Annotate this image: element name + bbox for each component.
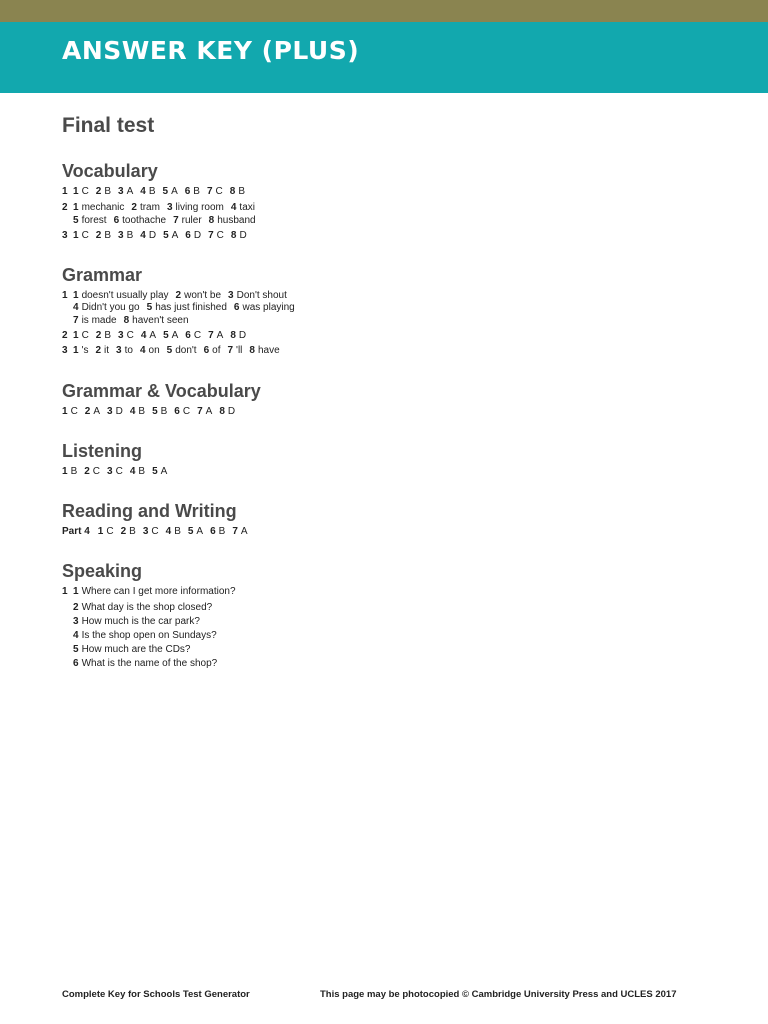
item-answer: husband xyxy=(217,215,256,226)
item-answer: C xyxy=(92,466,101,477)
item-number: 4 xyxy=(230,202,237,213)
item-number: 3 xyxy=(118,330,124,341)
item-answer: B xyxy=(104,330,112,341)
answer-item xyxy=(197,406,212,417)
item-number: 1 xyxy=(62,406,68,417)
item-answer: mechanic xyxy=(81,202,125,213)
item-answer: A xyxy=(93,406,101,417)
item-number: 5 xyxy=(187,526,194,537)
item-number: 5 xyxy=(162,186,169,197)
answer-item xyxy=(96,230,111,241)
answer-item xyxy=(141,330,156,341)
item-number: 7 xyxy=(208,230,214,241)
part-label: Part 4 xyxy=(62,526,90,537)
item-number: 6 xyxy=(113,215,120,226)
question-number: 2 xyxy=(62,330,68,341)
answer-item xyxy=(163,186,178,197)
item-number: 3 xyxy=(107,406,113,417)
answer-item xyxy=(85,406,100,417)
section-vocabulary xyxy=(62,161,722,241)
item-answer: A xyxy=(205,406,213,417)
item-number: 5 xyxy=(163,330,169,341)
item-number: 8 xyxy=(249,345,255,356)
answer-item xyxy=(204,345,221,356)
answer-item xyxy=(130,466,145,477)
answer-item xyxy=(73,230,89,241)
section-grammar-vocabulary xyxy=(62,381,722,417)
answer-line xyxy=(62,466,174,478)
item-number: 7 xyxy=(232,526,238,537)
item-number: 2 xyxy=(73,602,79,613)
item-answer: C xyxy=(126,330,134,341)
answer-item xyxy=(73,586,236,597)
item-answer: taxi xyxy=(239,202,255,213)
answer-item xyxy=(73,330,89,341)
item-answer: D xyxy=(148,230,157,241)
item-number: 1 xyxy=(73,345,79,356)
answer-item xyxy=(73,186,89,197)
item-number: 4 xyxy=(139,345,146,356)
answer-item xyxy=(116,345,133,356)
answer-item xyxy=(73,202,124,213)
item-answer: is made xyxy=(81,315,117,326)
question-number: 1 xyxy=(62,290,68,301)
item-number: 2 xyxy=(95,330,102,341)
item-answer: living room xyxy=(175,202,224,213)
item-number: 1 xyxy=(73,230,79,241)
item-answer: C xyxy=(182,406,191,417)
answer-item xyxy=(73,315,117,326)
item-number: 7 xyxy=(173,215,179,226)
item-number: 1 xyxy=(73,330,79,341)
question-number: 1 xyxy=(62,586,68,597)
answer-item xyxy=(130,406,145,417)
item-answer: Where can I get more information? xyxy=(81,586,236,597)
item-answer: B xyxy=(104,230,112,241)
item-number: 6 xyxy=(184,186,191,197)
answer-item xyxy=(185,330,201,341)
item-answer: B xyxy=(70,466,78,477)
item-number: 2 xyxy=(84,466,90,477)
item-number: 5 xyxy=(73,215,79,226)
answer-line xyxy=(62,302,302,314)
answer-item xyxy=(232,526,247,537)
item-answer: B xyxy=(238,186,245,197)
answer-item xyxy=(219,406,235,417)
answer-line xyxy=(62,406,242,418)
item-answer: A xyxy=(171,330,179,341)
item-answer: A xyxy=(149,330,157,341)
section-listening xyxy=(62,441,722,477)
item-answer: have xyxy=(257,345,280,356)
top-color-strip xyxy=(0,0,768,22)
item-answer: forest xyxy=(81,215,107,226)
answer-item xyxy=(107,466,123,477)
answer-item xyxy=(62,466,77,477)
item-answer: D xyxy=(239,230,247,241)
item-answer: tram xyxy=(139,202,160,213)
item-answer: toothache xyxy=(122,215,167,226)
answer-item xyxy=(176,290,222,301)
item-answer: B xyxy=(174,526,181,537)
item-number: 3 xyxy=(73,616,79,627)
answer-line xyxy=(62,186,252,198)
item-number: 2 xyxy=(95,186,102,197)
answer-item xyxy=(143,526,159,537)
item-number: 4 xyxy=(140,186,146,197)
answer-item xyxy=(121,526,136,537)
section-heading: Listening xyxy=(62,441,142,461)
item-answer: C xyxy=(193,330,202,341)
item-number: 6 xyxy=(210,526,216,537)
answer-item xyxy=(188,526,203,537)
answer-item xyxy=(124,315,189,326)
section-heading: Speaking xyxy=(62,561,143,581)
item-number: 5 xyxy=(163,230,169,241)
item-answer: How much are the CDs? xyxy=(81,644,191,655)
footer-right-text: This page may be photocopied © Cambridge University Press and UCLES 2017 xyxy=(320,989,677,1000)
answer-item xyxy=(167,345,197,356)
item-number: 8 xyxy=(219,406,225,417)
item-answer: B xyxy=(138,466,146,477)
answer-item xyxy=(234,302,295,313)
item-number: 1 xyxy=(73,290,79,301)
answer-item xyxy=(231,202,255,213)
answer-item xyxy=(73,215,107,226)
item-number: 5 xyxy=(73,644,79,655)
item-answer: D xyxy=(238,330,247,341)
item-answer: B xyxy=(148,186,156,197)
answer-item xyxy=(152,406,167,417)
answer-item xyxy=(84,466,100,477)
item-number: 4 xyxy=(140,330,147,341)
answer-item xyxy=(163,230,178,241)
answer-line xyxy=(62,658,224,670)
item-number: 1 xyxy=(73,186,79,197)
item-number: 8 xyxy=(230,330,236,341)
item-answer: has just finished xyxy=(155,302,227,313)
item-answer: A xyxy=(160,466,168,477)
item-answer: doesn't usually play xyxy=(81,290,169,301)
item-number: 3 xyxy=(118,186,124,197)
item-number: 6 xyxy=(185,330,191,341)
answer-line xyxy=(62,215,263,227)
item-answer: B xyxy=(126,230,134,241)
section-heading: Reading and Writing xyxy=(62,501,237,521)
item-answer: What is the name of the shop? xyxy=(81,658,218,669)
answer-item xyxy=(208,230,224,241)
item-number: 7 xyxy=(227,345,234,356)
answer-item xyxy=(185,230,201,241)
item-number: 3 xyxy=(118,230,124,241)
item-answer: C xyxy=(81,230,89,241)
answer-item xyxy=(118,186,133,197)
item-answer: C xyxy=(70,406,78,417)
item-number: 1 xyxy=(73,586,79,597)
answer-line xyxy=(62,644,198,656)
answer-item xyxy=(73,630,217,641)
item-answer: C xyxy=(215,186,223,197)
section-heading: Vocabulary xyxy=(62,161,158,181)
item-answer: C xyxy=(115,466,123,477)
answer-item xyxy=(167,202,224,213)
item-answer: to xyxy=(124,345,133,356)
item-answer: it xyxy=(104,345,110,356)
item-answer: ruler xyxy=(181,215,202,226)
item-number: 2 xyxy=(131,202,137,213)
item-number: 5 xyxy=(146,302,153,313)
item-number: 4 xyxy=(129,466,136,477)
item-number: 2 xyxy=(120,526,127,537)
answer-line xyxy=(62,290,294,302)
item-number: 2 xyxy=(95,345,102,356)
item-answer: don't xyxy=(175,345,197,356)
item-answer: How much is the car park? xyxy=(81,616,200,627)
footer-left-text: Complete Key for Schools Test Generator xyxy=(62,989,250,1000)
item-number: 8 xyxy=(123,315,130,326)
section-grammar xyxy=(62,265,722,356)
item-number: 8 xyxy=(230,230,237,241)
item-number: 5 xyxy=(166,345,173,356)
answer-item xyxy=(147,302,227,313)
answer-item xyxy=(210,526,225,537)
item-number: 8 xyxy=(208,215,215,226)
answer-line xyxy=(62,202,262,214)
question-number: 3 xyxy=(62,345,68,356)
item-answer: C xyxy=(106,526,114,537)
item-number: 5 xyxy=(152,406,158,417)
item-number: 4 xyxy=(73,302,79,313)
item-answer: D xyxy=(193,230,202,241)
section-reading-writing xyxy=(62,501,722,537)
answer-item xyxy=(96,330,111,341)
item-answer: on xyxy=(148,345,160,356)
question-number: 2 xyxy=(62,202,68,213)
item-number: 1 xyxy=(97,526,104,537)
item-answer: B xyxy=(160,406,168,417)
item-answer: What day is the shop closed? xyxy=(81,602,213,613)
answer-item xyxy=(230,330,246,341)
item-answer: C xyxy=(81,186,89,197)
item-number: 1 xyxy=(62,466,68,477)
section-heading: Grammar xyxy=(62,265,143,285)
item-answer: A xyxy=(126,186,134,197)
answer-item xyxy=(73,345,88,356)
item-number: 7 xyxy=(73,315,79,326)
answer-line xyxy=(62,586,243,598)
section-speaking xyxy=(62,561,722,669)
answer-item xyxy=(228,290,287,301)
answer-line xyxy=(62,616,207,628)
item-answer: 'll xyxy=(236,345,243,356)
item-answer: B xyxy=(104,186,112,197)
answer-item xyxy=(209,215,256,226)
item-answer: C xyxy=(151,526,159,537)
item-answer: B xyxy=(129,526,136,537)
item-number: 7 xyxy=(206,186,213,197)
item-answer: Don't shout xyxy=(236,290,287,301)
item-answer: B xyxy=(138,406,146,417)
item-number: 6 xyxy=(203,345,210,356)
item-number: 3 xyxy=(228,290,234,301)
item-number: 6 xyxy=(233,302,240,313)
answer-line xyxy=(62,330,253,342)
item-answer: D xyxy=(115,406,123,417)
answer-item xyxy=(114,215,167,226)
question-number: 1 xyxy=(62,186,68,197)
item-number: 4 xyxy=(129,406,136,417)
answer-item xyxy=(73,658,217,669)
answer-item xyxy=(73,302,140,313)
answer-item xyxy=(230,186,245,197)
item-answer: B xyxy=(218,526,226,537)
item-number: 3 xyxy=(166,202,173,213)
answer-item xyxy=(98,526,114,537)
answer-item xyxy=(73,602,212,613)
item-number: 7 xyxy=(197,406,203,417)
item-answer: A xyxy=(171,186,178,197)
item-number: 6 xyxy=(185,230,191,241)
answer-item xyxy=(152,466,167,477)
answer-item xyxy=(73,616,200,627)
answer-item xyxy=(73,644,191,655)
item-answer: A xyxy=(171,230,179,241)
answer-item xyxy=(231,230,247,241)
item-number: 3 xyxy=(142,526,149,537)
answer-line xyxy=(62,345,287,357)
item-answer: A xyxy=(216,330,224,341)
answer-item xyxy=(140,230,156,241)
item-answer: A xyxy=(196,526,204,537)
item-number: 7 xyxy=(208,330,214,341)
section-heading: Grammar & Vocabulary xyxy=(62,381,261,401)
answer-item xyxy=(208,330,223,341)
item-answer: B xyxy=(193,186,200,197)
item-number: 1 xyxy=(73,202,79,213)
item-number: 3 xyxy=(116,345,122,356)
item-answer: haven't seen xyxy=(132,315,189,326)
answer-line xyxy=(62,526,255,538)
answer-item xyxy=(249,345,279,356)
answer-item xyxy=(96,186,111,197)
item-number: 6 xyxy=(73,658,79,669)
answer-item xyxy=(174,406,190,417)
answer-item xyxy=(140,345,160,356)
item-number: 4 xyxy=(165,526,172,537)
answer-line xyxy=(62,315,196,327)
answer-item xyxy=(95,345,109,356)
item-number: 8 xyxy=(229,186,236,197)
question-number: 3 xyxy=(62,230,68,241)
answer-item xyxy=(118,230,133,241)
header-title: ANSWER KEY (PLUS) xyxy=(62,36,360,65)
answer-item xyxy=(173,215,202,226)
item-number: 5 xyxy=(152,466,158,477)
item-answer: of xyxy=(212,345,221,356)
item-answer: C xyxy=(81,330,89,341)
item-answer: won't be xyxy=(184,290,222,301)
item-number: 2 xyxy=(175,290,182,301)
answer-item xyxy=(166,526,181,537)
item-answer: was playing xyxy=(242,302,295,313)
answer-item xyxy=(207,186,223,197)
item-answer: C xyxy=(216,230,224,241)
item-number: 2 xyxy=(84,406,91,417)
answer-item xyxy=(131,202,160,213)
item-number: 4 xyxy=(140,230,146,241)
answer-item xyxy=(140,186,155,197)
answer-item xyxy=(118,330,134,341)
answer-item xyxy=(73,290,169,301)
answer-item xyxy=(107,406,123,417)
item-answer: 's xyxy=(81,345,89,356)
item-answer: A xyxy=(240,526,248,537)
page-title: Final test xyxy=(62,114,155,137)
item-number: 2 xyxy=(95,230,102,241)
item-number: 4 xyxy=(73,630,79,641)
item-answer: Didn't you go xyxy=(81,302,140,313)
answer-item xyxy=(62,406,78,417)
item-number: 3 xyxy=(107,466,113,477)
item-answer: D xyxy=(227,406,236,417)
answer-line xyxy=(62,602,219,614)
answer-line xyxy=(62,630,224,642)
answer-item xyxy=(227,345,242,356)
answer-line xyxy=(62,230,254,242)
item-answer: Is the shop open on Sundays? xyxy=(81,630,217,641)
item-number: 6 xyxy=(174,406,180,417)
answer-item xyxy=(163,330,178,341)
answer-item xyxy=(185,186,200,197)
